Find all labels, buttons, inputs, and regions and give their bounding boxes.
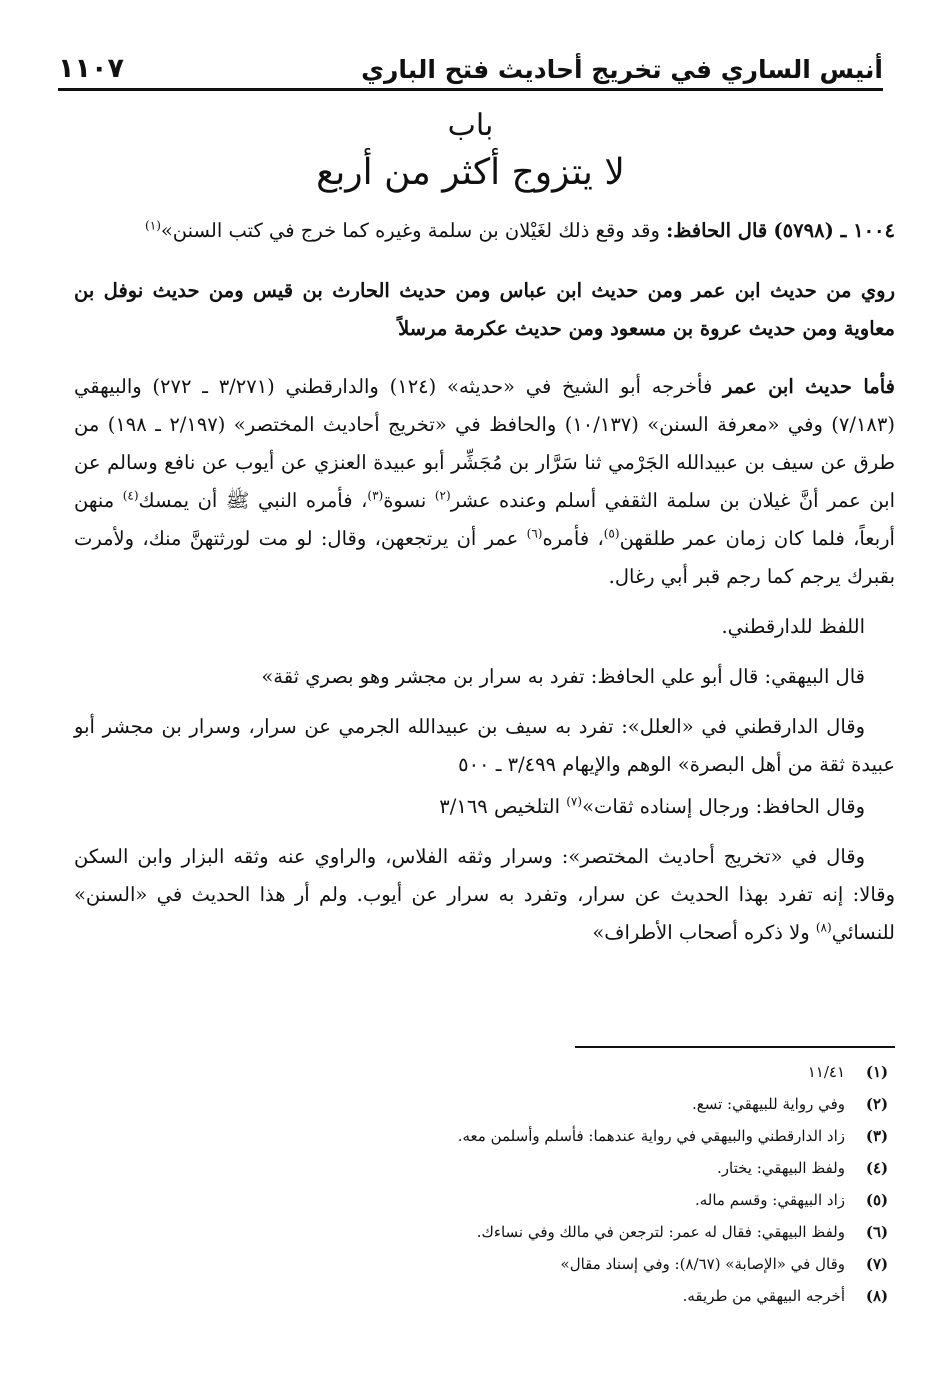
- entry-number: ١٠٠٤ ـ (٥٧٩٨): [773, 219, 895, 242]
- footnote-item: [74, 1056, 895, 1088]
- running-header: [58, 42, 883, 91]
- hadith-part2: نسوة: [383, 489, 427, 512]
- footnote-number: (١): [865, 1063, 889, 1081]
- hadith-paragraph: [74, 368, 895, 596]
- footnote-text: وقال في «الإصابة» (٨/٦٧): وفي إسناد مقال»: [560, 1255, 845, 1273]
- footnote-text: زاد الدارقطني والبيهقي في رواية عندهما: فأسلم وأسلمن معه.: [457, 1127, 845, 1145]
- footnote-ref: (٦): [526, 526, 543, 541]
- bayhaqi-quote: قال البيهقي: قال أبو علي الحافظ: تفرد به سرار بن مجشر وهو بصري ثقة»: [261, 665, 865, 688]
- summary-paragraph: روي من حديث ابن عمر ومن حديث ابن عباس ومن حديث الحارث بن قيس ومن حديث نوفل بن معاوية ومن حديث عروة بن مسعود ومن حديث عكرمة مرسلاً: [74, 279, 895, 340]
- mukhtasar-quote-text: وقال في «تخريج أحاديث المختصر»: وسرار وثقه الفلاس، والراوي عنه وثقه البزار وابن السكن وقالا: إنه تفرد بهذا الحديث عن سرار، وتفرد به سرار عن أيوب. ولم أر هذا الحديث في «السنن» للنسائي: [74, 845, 895, 944]
- footnote-number: (٣): [865, 1127, 889, 1145]
- footnote-item: [74, 1120, 895, 1152]
- footnote-item: [74, 1088, 895, 1120]
- footnote-item: [74, 1280, 895, 1312]
- footnote-item: [74, 1248, 895, 1280]
- footnote-ref: (٣): [367, 488, 384, 503]
- footnote-ref: (٧): [566, 794, 583, 809]
- chapter-title: لا يتزوج أكثر من أربع: [316, 152, 625, 193]
- footnote-text: أخرجه البيهقي من طريقه.: [682, 1287, 845, 1305]
- mukhtasar-quote-tail: ولا ذكره أصحاب الأطراف»: [592, 921, 810, 944]
- footnote-item: [74, 1216, 895, 1248]
- footnote-text: ولفظ البيهقي: يختار.: [717, 1159, 845, 1177]
- hadith-part3: ، فأمره النبي ﷺ أن يمسك: [138, 489, 368, 512]
- main-text: [74, 212, 895, 964]
- footnote-text: ١١/٤١: [807, 1063, 845, 1081]
- hafiz-quote-source: التلخيص ٣/١٦٩: [439, 795, 561, 818]
- hadith-part6: عمر أن يرتجعهن، وقال: لو مت لورثتهنَّ منك، ولأمرت بقبرك يرجم كما رجم قبر أبي رغال.: [74, 527, 895, 588]
- footnote-ref: (٨): [815, 920, 832, 935]
- entry-text: وقد وقع ذلك لغَيْلان بن سلمة وغيره كما خرج في كتب السنن»: [160, 219, 660, 242]
- footnote-item: [74, 1152, 895, 1184]
- hadith-part4: منهن أربعاً، فلما كان زمان عمر طلقهن: [74, 489, 895, 550]
- chapter-label: باب: [447, 108, 494, 143]
- hadith-lead: فأما حديث ابن عمر: [723, 375, 895, 398]
- daraqutni-quote: وقال الدارقطني في «العلل»: تفرد به سيف بن عبيدالله الجرمي عن سرار، وسرار بن مجشر أبو عبيدة ثقة من أهل البصرة» الوهم والإيهام ٣/٤٩٩ ـ ٥٠٠: [74, 715, 895, 776]
- footnote-text: وفي رواية للبيهقي: تسع.: [691, 1095, 845, 1113]
- footnote-item: [74, 1184, 895, 1216]
- footnote-number: (٨): [865, 1287, 889, 1305]
- footnote-divider: [575, 1046, 895, 1048]
- footnote-ref: (٥): [603, 526, 620, 541]
- footnote-ref: (٤): [122, 488, 139, 503]
- footnote-number: (٦): [865, 1223, 889, 1241]
- footnote-number: (٢): [865, 1095, 889, 1113]
- lafz-line: اللفظ للدارقطني.: [721, 615, 865, 638]
- hafiz-quote-text: وقال الحافظ: ورجال إسناده ثقات»: [582, 795, 865, 818]
- hadith-part1: فأخرجه أبو الشيخ في «حديثه» (١٢٤) والدارقطني (٣/٢٧١ ـ ٢٧٢) والبيهقي (٧/١٨٣) وفي «معرفة السنن» (١٠/١٣٧) والحافظ في «تخريج أحاديث المختصر» (٢/١٩٧ ـ ١٩٨) من طرق عن سيف بن عبيدالله الجَرْمي ثنا سَرَّار بن مُجَشِّر أبو عبيدة العنزي عن أيوب عن نافع وسالم عن ابن عمر أنَّ غيلان بن سلمة الثقفي أسلم وعنده عشر: [74, 375, 895, 512]
- hafiz-quote: [74, 788, 895, 826]
- footnote-ref: (٢): [434, 488, 451, 503]
- footnote-ref: (١): [145, 218, 161, 233]
- mukhtasar-quote: [74, 838, 895, 952]
- footnote-text: ولفظ البيهقي: فقال له عمر: لترجعن في مالك وفي نساءك.: [476, 1223, 845, 1241]
- footnote-number: (٤): [865, 1159, 889, 1177]
- page-number: ١١٠٧: [58, 53, 124, 84]
- hadith-part5: ، فأمره: [542, 527, 604, 550]
- entry-lead: قال الحافظ:: [666, 219, 768, 242]
- entry-paragraph: [74, 212, 895, 250]
- book-title: أنيس الساري في تخريج أحاديث فتح الباري: [361, 55, 883, 84]
- footnotes-list: [74, 1056, 895, 1312]
- footnote-number: (٧): [865, 1255, 889, 1273]
- footnote-text: زاد البيهقي: وقسم ماله.: [694, 1191, 845, 1209]
- footnote-number: (٥): [865, 1191, 889, 1209]
